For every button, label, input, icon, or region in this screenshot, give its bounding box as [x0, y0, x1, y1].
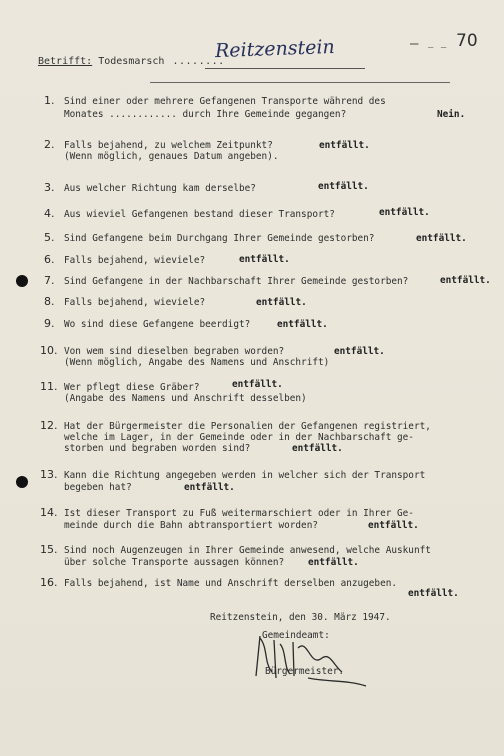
question-text: (Wenn möglich, genaues Datum angeben).: [64, 151, 279, 162]
question-text: Wo sind diese Gefangene beerdigt?: [64, 319, 251, 330]
question-number: 3.: [44, 181, 55, 194]
question-number: 13.: [40, 468, 58, 481]
answer-text: entfällt.: [334, 346, 385, 357]
question-number: 14.: [40, 506, 58, 519]
punch-hole: [16, 476, 28, 488]
handwritten-place-name: Reitzenstein: [214, 35, 336, 63]
subject-text: Todesmarsch: [98, 56, 165, 67]
question-number: 12.: [40, 419, 58, 432]
answer-text: entfällt.: [292, 443, 343, 454]
question-text: meinde durch die Bahn abtransportiert worden?: [64, 520, 318, 531]
question-number: 2.: [44, 138, 55, 151]
question-number: 10.: [40, 344, 58, 357]
question-text: (Wenn möglich, Angabe des Namens und Anschrift): [64, 357, 330, 368]
answer-text: entfällt.: [319, 140, 370, 151]
question-number: 8.: [44, 295, 55, 308]
question-number: 6.: [44, 253, 55, 266]
answer-text: entfällt.: [440, 275, 491, 286]
question-text: Aus wieviel Gefangenen bestand dieser Transport?: [64, 209, 335, 220]
answer-text: entfällt.: [256, 297, 307, 308]
punch-hole: [16, 275, 28, 287]
subject-line: [38, 56, 225, 67]
question-text: über solche Transporte aussagen können?: [64, 557, 285, 568]
answer-text: entfällt.: [379, 207, 430, 218]
header-dash-mark: –: [410, 36, 419, 52]
question-text: Falls bejahend, wieviele?: [64, 297, 206, 308]
mayor-title: Bürgermeister.: [265, 666, 345, 677]
question-text: Von wem sind dieselben begraben worden?: [64, 346, 285, 357]
question-text: Falls bejahend, ist Name und Anschrift derselben anzugeben.: [64, 578, 398, 589]
question-number: 4.: [44, 207, 55, 220]
answer-text: entfällt.: [277, 319, 328, 330]
question-text: welche im Lager, in der Gemeinde oder in der Nachbarschaft ge-: [64, 432, 414, 443]
office-label: Gemeindeamt:: [262, 630, 330, 641]
answer-text: entfällt.: [239, 254, 290, 265]
signature-scribble: [238, 628, 368, 688]
question-number: 16.: [40, 576, 58, 589]
answer-text: entfällt.: [184, 482, 235, 493]
question-text: Sind noch Augenzeugen in Ihrer Gemeinde anwesend, welche Auskunft: [64, 545, 431, 556]
question-text: Aus welcher Richtung kam derselbe?: [64, 183, 256, 194]
question-text: Falls bejahend, wieviele?: [64, 255, 206, 266]
place-date: Reitzenstein, den 30. März 1947.: [210, 612, 391, 623]
question-text: Sind Gefangene beim Durchgang Ihrer Gemeinde gestorben?: [64, 233, 375, 244]
question-text: (Angabe des Namens und Anschrift desselben): [64, 393, 307, 404]
question-number: 7.: [44, 274, 55, 287]
question-number: 15.: [40, 543, 58, 556]
question-text: Sind Gefangene in der Nachbarschaft Ihrer Gemeinde gestorben?: [64, 276, 409, 287]
header-rule: [150, 82, 450, 83]
subject-label: Betrifft:: [38, 56, 93, 67]
header-dots-mark: – –: [428, 43, 448, 53]
question-text: Monates ............ durch Ihre Gemeinde gegangen?: [64, 109, 347, 120]
answer-text: entfällt.: [416, 233, 467, 244]
answer-text: entfällt.: [232, 379, 283, 390]
question-number: 11.: [40, 380, 58, 393]
answer-text: entfällt.: [408, 588, 459, 599]
answer-text: entfällt.: [318, 181, 369, 192]
question-text: Falls bejahend, zu welchem Zeitpunkt?: [64, 140, 273, 151]
question-text: Ist dieser Transport zu Fuß weitermarschiert oder in Ihrer Ge-: [64, 508, 414, 519]
question-text: storben und begraben worden sind?: [64, 443, 251, 454]
question-text: Kann die Richtung angegeben werden in welcher sich der Transport: [64, 470, 426, 481]
question-number: 9.: [44, 317, 55, 330]
answer-text: entfällt.: [308, 557, 359, 568]
subject-underline: [205, 68, 365, 69]
question-text: Sind einer oder mehrere Gefangenen Transporte während des: [64, 96, 386, 107]
page-number: 70: [456, 31, 478, 51]
answer-text: entfällt.: [368, 520, 419, 531]
answer-text: Nein.: [437, 109, 466, 120]
question-text: Hat der Bürgermeister die Personalien der Gefangenen registriert,: [64, 421, 431, 432]
question-text: begeben hat?: [64, 482, 132, 493]
question-text: Wer pflegt diese Gräber?: [64, 382, 200, 393]
question-number: 5.: [44, 231, 55, 244]
question-number: 1.: [44, 94, 55, 107]
subject-dots: ........: [172, 56, 225, 67]
